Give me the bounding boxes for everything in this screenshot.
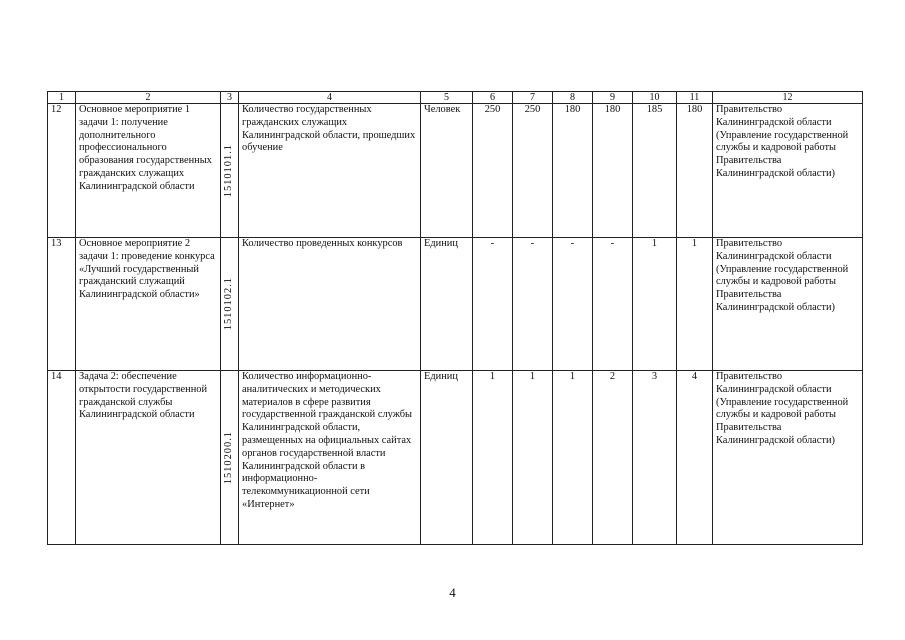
column-header-3: 3 [221, 92, 239, 104]
value-cell: - [513, 238, 553, 371]
column-number-header-row [48, 92, 863, 104]
executor: Правительство Калининградской области (Управление государственной службы и кадровой работы Правительства Калининградской области) [713, 371, 863, 545]
column-header-2: 2 [76, 92, 221, 104]
event-name: Основное мероприятие 1 задачи 1: получение дополнительного профессионального образования государственных гражданских служащих Калининградской области [76, 104, 221, 238]
value-cell: 3 [633, 371, 677, 545]
row-number: 12 [48, 104, 76, 238]
value-cell: 250 [473, 104, 513, 238]
row-number: 14 [48, 371, 76, 545]
value-cell: 1 [553, 371, 593, 545]
value-cell: 1 [677, 238, 713, 371]
value-cell: - [473, 238, 513, 371]
value-cell: 2 [593, 371, 633, 545]
code-text: 1510200.1 [223, 430, 235, 485]
unit: Единиц [421, 238, 473, 371]
value-cell: 180 [593, 104, 633, 238]
value-cell: 1 [513, 371, 553, 545]
executor: Правительство Калининградской области (Управление государственной службы и кадровой работы Правительства Калининградской области) [713, 238, 863, 371]
event-name: Задача 2: обеспечение открытости государственной гражданской службы Калининградской области [76, 371, 221, 545]
code-text: 1510101.1 [223, 143, 235, 198]
table-row [48, 371, 863, 545]
indicator-name: Количество государственных гражданских служащих Калининградской области, прошедших обучение [239, 104, 421, 238]
indicator-name: Количество информационно-аналитических и методических материалов в сфере развития государственной гражданской службы Калининградской области, размещенных на официальных сайтах органов государственной власти Калининградской области в информационно-телекоммуникационной сети «Интернет» [239, 371, 421, 545]
table-row [48, 238, 863, 371]
value-cell: 1 [473, 371, 513, 545]
code-cell [221, 371, 239, 545]
column-header-12: 12 [713, 92, 863, 104]
column-header-4: 4 [239, 92, 421, 104]
unit: Человек [421, 104, 473, 238]
page-number: 4 [449, 585, 456, 600]
indicator-name: Количество проведенных конкурсов [239, 238, 421, 371]
code-cell [221, 104, 239, 238]
column-header-11: 11 [677, 92, 713, 104]
column-header-9: 9 [593, 92, 633, 104]
column-header-5: 5 [421, 92, 473, 104]
value-cell: - [553, 238, 593, 371]
table-row [48, 104, 863, 238]
row-number: 13 [48, 238, 76, 371]
column-header-10: 10 [633, 92, 677, 104]
event-name: Основное мероприятие 2 задачи 1: проведение конкурса «Лучший государственный гражданский служащий Калининградской области» [76, 238, 221, 371]
value-cell: 180 [553, 104, 593, 238]
unit: Единиц [421, 371, 473, 545]
column-header-1: 1 [48, 92, 76, 104]
column-header-6: 6 [473, 92, 513, 104]
value-cell: - [593, 238, 633, 371]
value-cell: 1 [633, 238, 677, 371]
value-cell: 185 [633, 104, 677, 238]
executor: Правительство Калининградской области (Управление государственной службы и кадровой работы Правительства Калининградской области) [713, 104, 863, 238]
value-cell: 180 [677, 104, 713, 238]
code-cell [221, 238, 239, 371]
value-cell: 4 [677, 371, 713, 545]
value-cell: 250 [513, 104, 553, 238]
column-header-8: 8 [553, 92, 593, 104]
code-text: 1510102.1 [223, 277, 235, 331]
program-indicators-table [47, 91, 863, 545]
column-header-7: 7 [513, 92, 553, 104]
